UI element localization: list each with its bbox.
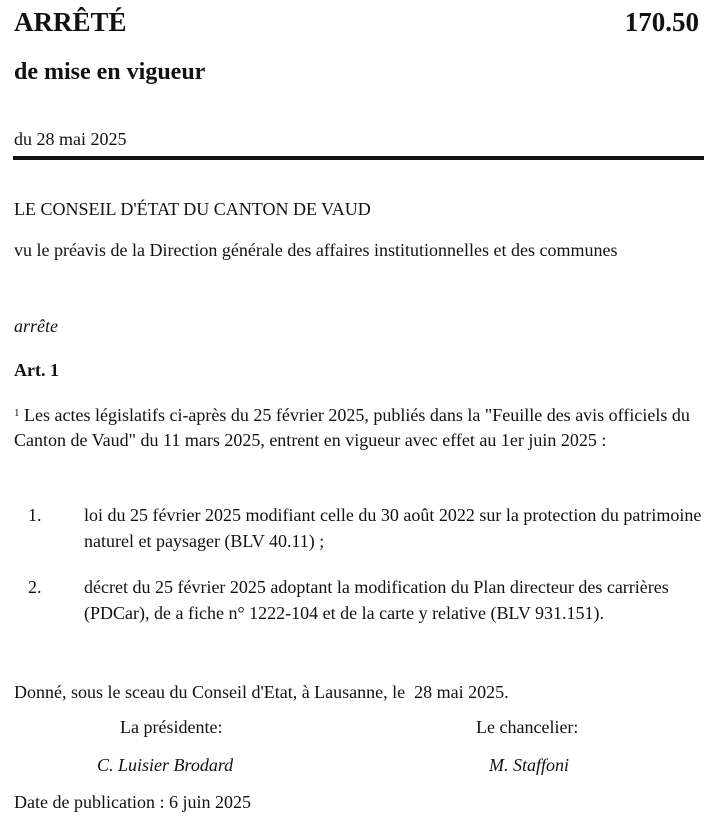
president-label: La présidente: [120, 717, 223, 737]
given-statement: Donné, sous le sceau du Conseil d'Etat, à Lausanne, le 28 mai 2025. [14, 682, 509, 702]
header-divider [13, 156, 704, 160]
alinea-text: Les actes législatifs ci-après du 25 février 2025, publiés dans la "Feuille des avis officiels du Canton de Vaud" du 11 mars 2025, entrent en vigueur avec effet au 1er juin 2025 : [14, 405, 690, 450]
document-date: du 28 mai 2025 [14, 129, 127, 149]
president-name: C. Luisier Brodard [97, 755, 234, 775]
list-item-text: loi du 25 février 2025 modifiant celle du 30 août 2022 sur la protection du patrimoine naturel et paysager (BLV 40.11) ; [84, 505, 702, 551]
document-title: ARRÊTÉ [14, 7, 127, 37]
chancellor-label: Le chancelier: [476, 717, 579, 737]
list-item-number: 2. [28, 577, 42, 597]
alinea-number: 1 [14, 407, 20, 419]
publication-date: Date de publication : 6 juin 2025 [14, 792, 251, 812]
article-alinea [14, 403, 702, 453]
considering-paragraph: vu le préavis de la Direction générale des affaires institutionnelles et des communes [14, 240, 618, 260]
document-number: 170.50 [624, 7, 699, 37]
council-heading: LE CONSEIL D'ÉTAT DU CANTON DE VAUD [14, 199, 371, 219]
list-item-text: décret du 25 février 2025 adoptant la modification du Plan directeur des carrières (PDCar), de a fiche n° 1222-104 et de la carte y relative (BLV 931.151). [84, 577, 669, 623]
article-heading: Art. 1 [14, 360, 59, 380]
document-subtitle: de mise en vigueur [14, 59, 206, 85]
decides-word: arrête [14, 316, 58, 336]
chancellor-name: M. Staffoni [489, 755, 569, 775]
list-item-number: 1. [28, 505, 42, 525]
